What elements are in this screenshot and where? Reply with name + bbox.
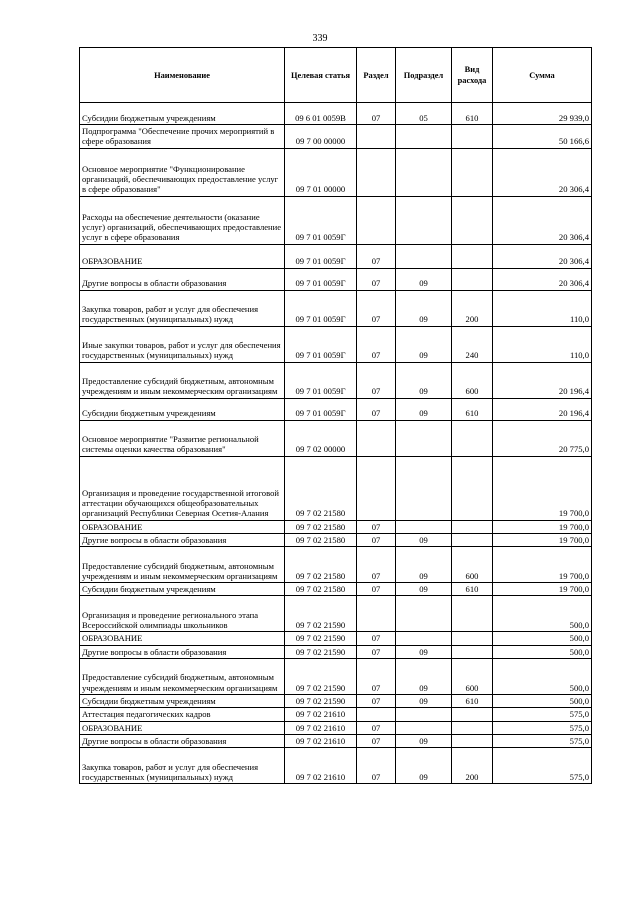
cell-amount: 575,0 — [493, 748, 592, 784]
cell-target-article: 09 7 02 21590 — [285, 659, 357, 695]
cell-section: 07 — [357, 103, 396, 125]
table-row — [80, 290, 592, 326]
cell-subsection: 09 — [396, 734, 452, 747]
cell-amount: 575,0 — [493, 721, 592, 734]
cell-section — [357, 456, 396, 520]
cell-expense-type: 610 — [452, 695, 493, 708]
header-section: Раздел — [357, 48, 396, 103]
cell-target-article: 09 7 02 21610 — [285, 734, 357, 747]
table-row — [80, 456, 592, 520]
cell-section: 07 — [357, 533, 396, 546]
cell-amount: 20 775,0 — [493, 420, 592, 456]
cell-name: ОБРАЗОВАНИЕ — [80, 520, 285, 533]
cell-expense-type — [452, 645, 493, 658]
cell-name: Основное мероприятие "Развитие региональной системы оценки качества образования" — [80, 420, 285, 456]
cell-subsection: 09 — [396, 547, 452, 583]
cell-name: Субсидии бюджетным учреждениям — [80, 398, 285, 420]
cell-amount: 575,0 — [493, 708, 592, 721]
cell-target-article: 09 7 01 0059Г — [285, 362, 357, 398]
cell-expense-type — [452, 632, 493, 645]
cell-section: 07 — [357, 695, 396, 708]
cell-amount: 19 700,0 — [493, 533, 592, 546]
cell-expense-type — [452, 721, 493, 734]
cell-target-article: 09 7 02 21590 — [285, 695, 357, 708]
cell-target-article: 09 7 01 0059Г — [285, 244, 357, 268]
table-row — [80, 362, 592, 398]
cell-expense-type: 610 — [452, 103, 493, 125]
cell-name: Расходы на обеспечение деятельности (оказание услуг) организаций, обеспечивающих предоставление услуг в сфере образования — [80, 196, 285, 244]
cell-section: 07 — [357, 326, 396, 362]
cell-section — [357, 708, 396, 721]
cell-target-article: 09 7 01 0059Г — [285, 326, 357, 362]
cell-subsection — [396, 196, 452, 244]
cell-target-article: 09 7 02 21590 — [285, 632, 357, 645]
cell-name: Предоставление субсидий бюджетным, автономным учреждениям и иным некоммерческим организациям — [80, 659, 285, 695]
table-row — [80, 708, 592, 721]
cell-target-article: 09 7 01 0059Г — [285, 196, 357, 244]
cell-amount: 20 196,4 — [493, 362, 592, 398]
cell-amount: 19 700,0 — [493, 520, 592, 533]
table-row — [80, 398, 592, 420]
table-row — [80, 196, 592, 244]
cell-subsection — [396, 125, 452, 149]
cell-name: Организация и проведение регионального этапа Всероссийской олимпиады школьников — [80, 596, 285, 632]
cell-subsection — [396, 520, 452, 533]
cell-target-article: 09 7 02 21580 — [285, 583, 357, 596]
cell-expense-type: 610 — [452, 398, 493, 420]
table-row — [80, 748, 592, 784]
cell-section: 07 — [357, 520, 396, 533]
cell-section — [357, 196, 396, 244]
cell-target-article: 09 7 00 00000 — [285, 125, 357, 149]
table-row — [80, 125, 592, 149]
table-row — [80, 244, 592, 268]
cell-subsection: 09 — [396, 268, 452, 290]
table-row — [80, 533, 592, 546]
cell-expense-type — [452, 148, 493, 196]
cell-expense-type — [452, 244, 493, 268]
cell-expense-type: 200 — [452, 290, 493, 326]
cell-expense-type — [452, 520, 493, 533]
cell-subsection — [396, 708, 452, 721]
cell-subsection — [396, 148, 452, 196]
cell-section: 07 — [357, 583, 396, 596]
cell-name: Другие вопросы в области образования — [80, 533, 285, 546]
cell-section: 07 — [357, 362, 396, 398]
cell-section — [357, 125, 396, 149]
cell-subsection: 05 — [396, 103, 452, 125]
cell-target-article: 09 7 02 21580 — [285, 547, 357, 583]
cell-target-article: 09 7 01 0059Г — [285, 398, 357, 420]
page-number: 339 — [312, 33, 328, 44]
cell-name: Другие вопросы в области образования — [80, 645, 285, 658]
header-amount: Сумма — [493, 48, 592, 103]
cell-name: Субсидии бюджетным учреждениям — [80, 583, 285, 596]
cell-expense-type — [452, 268, 493, 290]
cell-name: Другие вопросы в области образования — [80, 268, 285, 290]
cell-subsection: 09 — [396, 398, 452, 420]
cell-subsection — [396, 244, 452, 268]
cell-section: 07 — [357, 547, 396, 583]
cell-target-article: 09 7 02 21590 — [285, 645, 357, 658]
cell-section: 07 — [357, 268, 396, 290]
cell-expense-type: 610 — [452, 583, 493, 596]
budget-table — [79, 47, 592, 784]
cell-section: 07 — [357, 734, 396, 747]
table-row — [80, 326, 592, 362]
table-header-row — [80, 48, 592, 103]
cell-expense-type — [452, 125, 493, 149]
cell-amount: 110,0 — [493, 326, 592, 362]
header-subsection: Подраздел — [396, 48, 452, 103]
cell-expense-type — [452, 420, 493, 456]
cell-section — [357, 596, 396, 632]
table-row — [80, 721, 592, 734]
header-name: Наименование — [80, 48, 285, 103]
cell-name: ОБРАЗОВАНИЕ — [80, 244, 285, 268]
cell-amount: 500,0 — [493, 659, 592, 695]
cell-subsection: 09 — [396, 583, 452, 596]
cell-expense-type — [452, 734, 493, 747]
cell-expense-type: 200 — [452, 748, 493, 784]
cell-section: 07 — [357, 659, 396, 695]
table-row — [80, 268, 592, 290]
cell-amount: 500,0 — [493, 695, 592, 708]
cell-subsection — [396, 596, 452, 632]
cell-target-article: 09 7 02 21610 — [285, 721, 357, 734]
cell-amount: 20 306,4 — [493, 196, 592, 244]
cell-amount: 575,0 — [493, 734, 592, 747]
cell-target-article: 09 7 01 0059Г — [285, 290, 357, 326]
cell-target-article: 09 7 02 21580 — [285, 520, 357, 533]
cell-name: Субсидии бюджетным учреждениям — [80, 103, 285, 125]
cell-subsection — [396, 456, 452, 520]
cell-name: Другие вопросы в области образования — [80, 734, 285, 747]
cell-name: Предоставление субсидий бюджетным, автономным учреждениям и иным некоммерческим организациям — [80, 547, 285, 583]
cell-expense-type — [452, 456, 493, 520]
table-row — [80, 632, 592, 645]
cell-name: Субсидии бюджетным учреждениям — [80, 695, 285, 708]
table-row — [80, 596, 592, 632]
header-expense-type: Вид расхода — [452, 48, 493, 103]
table-row — [80, 583, 592, 596]
cell-subsection — [396, 420, 452, 456]
cell-subsection: 09 — [396, 748, 452, 784]
cell-section — [357, 148, 396, 196]
cell-name: Иные закупки товаров, работ и услуг для обеспечения государственных (муниципальных) нужд — [80, 326, 285, 362]
cell-name: Подпрограмма "Обеспечение прочих мероприятий в сфере образования — [80, 125, 285, 149]
cell-name: Организация и проведение государственной итоговой аттестации обучающихся общеобразовательных организаций Республики Северная Осетия-Алания — [80, 456, 285, 520]
cell-subsection: 09 — [396, 290, 452, 326]
cell-section: 07 — [357, 632, 396, 645]
cell-name: Аттестация педагогических кадров — [80, 708, 285, 721]
cell-expense-type: 600 — [452, 362, 493, 398]
cell-target-article: 09 7 02 21590 — [285, 596, 357, 632]
cell-subsection: 09 — [396, 695, 452, 708]
cell-amount: 29 939,0 — [493, 103, 592, 125]
cell-section: 07 — [357, 645, 396, 658]
cell-target-article: 09 7 02 21610 — [285, 748, 357, 784]
table-row — [80, 659, 592, 695]
cell-amount: 50 166,6 — [493, 125, 592, 149]
cell-amount: 20 306,4 — [493, 268, 592, 290]
cell-subsection: 09 — [396, 659, 452, 695]
table-row — [80, 103, 592, 125]
table-row — [80, 734, 592, 747]
cell-section: 07 — [357, 244, 396, 268]
table-row — [80, 547, 592, 583]
cell-expense-type: 240 — [452, 326, 493, 362]
cell-amount: 500,0 — [493, 645, 592, 658]
cell-subsection: 09 — [396, 645, 452, 658]
cell-amount: 500,0 — [493, 632, 592, 645]
table-row — [80, 520, 592, 533]
cell-target-article: 09 7 01 0059Г — [285, 268, 357, 290]
cell-section: 07 — [357, 748, 396, 784]
cell-amount: 20 196,4 — [493, 398, 592, 420]
cell-subsection: 09 — [396, 362, 452, 398]
cell-amount: 20 306,4 — [493, 244, 592, 268]
table-row — [80, 645, 592, 658]
cell-name: ОБРАЗОВАНИЕ — [80, 632, 285, 645]
cell-section: 07 — [357, 721, 396, 734]
cell-expense-type: 600 — [452, 659, 493, 695]
cell-name: Основное мероприятие "Функционирование организаций, обеспечивающих предоставление услуг в сфере образования" — [80, 148, 285, 196]
table-row — [80, 148, 592, 196]
table-row — [80, 695, 592, 708]
cell-target-article: 09 7 02 21580 — [285, 533, 357, 546]
cell-name: Закупка товаров, работ и услуг для обеспечения государственных (муниципальных) нужд — [80, 290, 285, 326]
cell-expense-type — [452, 596, 493, 632]
cell-target-article: 09 7 01 00000 — [285, 148, 357, 196]
cell-name: ОБРАЗОВАНИЕ — [80, 721, 285, 734]
cell-expense-type: 600 — [452, 547, 493, 583]
cell-expense-type — [452, 708, 493, 721]
cell-section: 07 — [357, 398, 396, 420]
cell-target-article: 09 7 02 21580 — [285, 456, 357, 520]
cell-subsection — [396, 632, 452, 645]
cell-name: Предоставление субсидий бюджетным, автономным учреждениям и иным некоммерческим организациям — [80, 362, 285, 398]
cell-section — [357, 420, 396, 456]
cell-amount: 20 306,4 — [493, 148, 592, 196]
table-body — [80, 103, 592, 784]
cell-subsection: 09 — [396, 326, 452, 362]
cell-target-article: 09 7 02 21610 — [285, 708, 357, 721]
cell-amount: 110,0 — [493, 290, 592, 326]
cell-amount: 19 700,0 — [493, 456, 592, 520]
cell-amount: 19 700,0 — [493, 547, 592, 583]
table-row — [80, 420, 592, 456]
cell-amount: 500,0 — [493, 596, 592, 632]
cell-expense-type — [452, 196, 493, 244]
cell-section: 07 — [357, 290, 396, 326]
cell-name: Закупка товаров, работ и услуг для обеспечения государственных (муниципальных) нужд — [80, 748, 285, 784]
header-target-article: Целевая статья — [285, 48, 357, 103]
cell-subsection: 09 — [396, 533, 452, 546]
cell-expense-type — [452, 533, 493, 546]
cell-amount: 19 700,0 — [493, 583, 592, 596]
cell-target-article: 09 6 01 0059В — [285, 103, 357, 125]
cell-subsection — [396, 721, 452, 734]
cell-target-article: 09 7 02 00000 — [285, 420, 357, 456]
